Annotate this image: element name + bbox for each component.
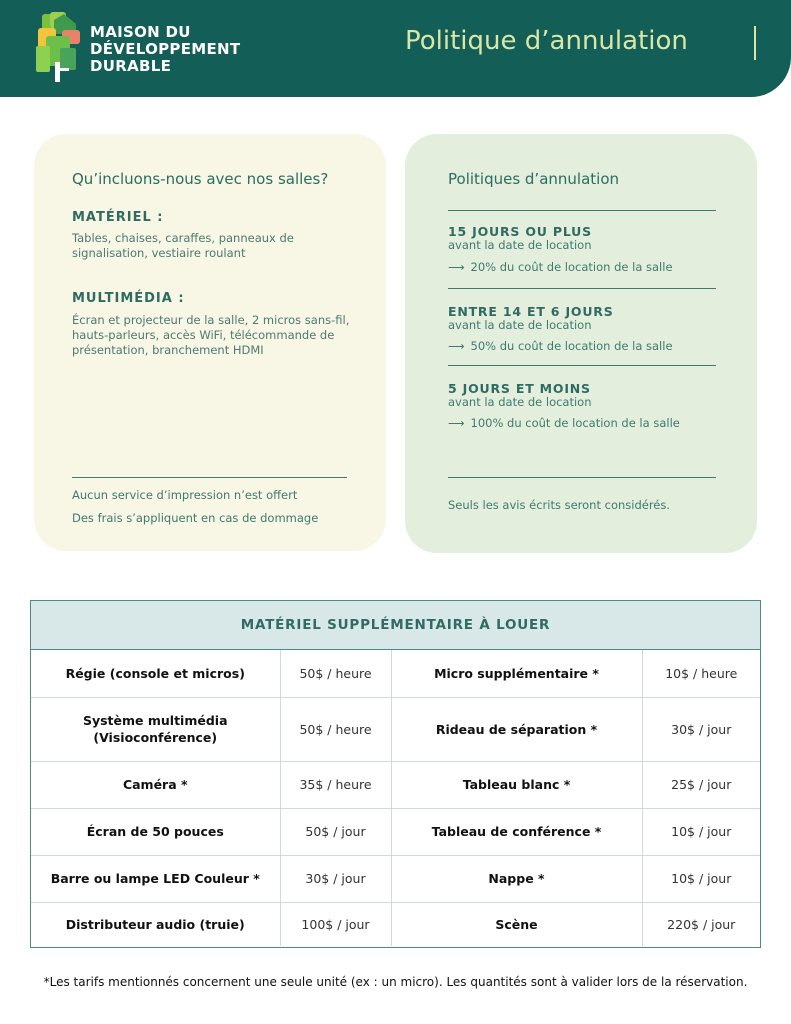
included-heading: Qu’incluons-nous avec nos salles? bbox=[72, 170, 329, 188]
multimedia-text: Écran et projecteur de la salle, 2 micros sans-fil, hauts-parleurs, accès WiFi, télécommande de présentation, branchement HDMI bbox=[72, 313, 350, 357]
arrow-right-icon: ⟶ bbox=[448, 260, 465, 274]
multimedia-label: MULTIMÉDIA : bbox=[72, 291, 185, 306]
arrow-right-icon: ⟶ bbox=[448, 416, 465, 430]
policy-title: 15 JOURS OU PLUS bbox=[448, 224, 592, 239]
page-header bbox=[0, 0, 791, 97]
logo-line-2: DÉVELOPPEMENT bbox=[90, 40, 241, 58]
table-row bbox=[31, 855, 760, 902]
item-price: 35$ / heure bbox=[280, 761, 391, 808]
note-printing: Aucun service d’impression n’est offert bbox=[72, 488, 298, 502]
item-name: Scène bbox=[391, 902, 642, 946]
item-price: 10$ / heure bbox=[642, 650, 760, 697]
item-name: Tableau blanc * bbox=[391, 761, 642, 808]
rental-grid bbox=[31, 650, 760, 946]
item-name: Barre ou lampe LED Couleur * bbox=[31, 855, 280, 902]
page-title: Politique d’annulation bbox=[405, 26, 688, 56]
item-price: 10$ / jour bbox=[642, 855, 760, 902]
logo-line-3: DURABLE bbox=[90, 57, 172, 75]
item-price: 220$ / jour bbox=[667, 916, 736, 932]
item-price: 30$ / jour bbox=[642, 697, 760, 761]
cancellation-card bbox=[405, 134, 757, 553]
policy-title: ENTRE 14 ET 6 JOURS bbox=[448, 304, 614, 319]
policy-subtitle: avant la date de location bbox=[448, 318, 592, 332]
policy-rate-text: 50% du coût de location de la salle bbox=[470, 339, 673, 353]
item-price: 25$ / jour bbox=[642, 761, 760, 808]
cancellation-heading: Politiques d’annulation bbox=[448, 170, 620, 188]
logo-line-1: MAISON DU bbox=[90, 23, 191, 41]
tree-logo-icon bbox=[36, 12, 82, 82]
item-name: Distributeur audio (truie) bbox=[31, 902, 280, 946]
item-name: Écran de 50 pouces bbox=[31, 808, 280, 855]
arrow-right-icon: ⟶ bbox=[448, 339, 465, 353]
policy-rate bbox=[448, 260, 673, 274]
pricing-footnote: *Les tarifs mentionnés concernent une seule unité (ex : un micro). Les quantités sont à valider lors de la réservation. bbox=[43, 975, 748, 989]
policy-rate bbox=[448, 416, 680, 430]
item-name: Système multimédia (Visioconférence) bbox=[31, 697, 280, 761]
item-price: 50$ / heure bbox=[280, 697, 391, 761]
item-price: 30$ / jour bbox=[280, 855, 391, 902]
item-price: 50$ / jour bbox=[280, 808, 391, 855]
divider bbox=[448, 365, 716, 366]
policy-title: 5 JOURS ET MOINS bbox=[448, 381, 591, 396]
divider bbox=[72, 477, 347, 478]
item-name: Rideau de séparation * bbox=[391, 697, 642, 761]
materiel-text: Tables, chaises, caraffes, panneaux de signalisation, vestiaire roulant bbox=[72, 231, 294, 260]
table-row bbox=[31, 808, 760, 855]
policy-rate bbox=[448, 339, 673, 353]
item-name: Micro supplémentaire * bbox=[391, 650, 642, 697]
rental-table bbox=[30, 600, 761, 948]
note-damage: Des frais s’appliquent en cas de dommage bbox=[72, 511, 319, 525]
item-name: Nappe * bbox=[391, 855, 642, 902]
policy-rate-text: 20% du coût de location de la salle bbox=[470, 260, 673, 274]
title-divider bbox=[754, 26, 756, 60]
item-name: Caméra * bbox=[31, 761, 280, 808]
divider bbox=[448, 210, 716, 211]
included-card bbox=[34, 134, 386, 551]
table-row bbox=[31, 902, 760, 946]
divider bbox=[448, 288, 716, 289]
policy-subtitle: avant la date de location bbox=[448, 395, 592, 409]
item-name: Tableau de conférence * bbox=[391, 808, 642, 855]
policy-subtitle: avant la date de location bbox=[448, 238, 592, 252]
written-notice-note: Seuls les avis écrits seront considérés. bbox=[448, 498, 671, 512]
item-name: Régie (console et micros) bbox=[31, 650, 280, 697]
table-row bbox=[31, 650, 760, 697]
policy-rate-text: 100% du coût de location de la salle bbox=[470, 416, 680, 430]
rental-table-title: MATÉRIEL SUPPLÉMENTAIRE À LOUER bbox=[31, 601, 760, 650]
item-price: 50$ / heure bbox=[280, 650, 391, 697]
item-price: 100$ / jour bbox=[280, 902, 391, 946]
table-row bbox=[31, 697, 760, 761]
divider bbox=[448, 477, 716, 478]
organization-name bbox=[90, 24, 240, 75]
table-row bbox=[31, 761, 760, 808]
item-price: 10$ / jour bbox=[642, 808, 760, 855]
materiel-label: MATÉRIEL : bbox=[72, 210, 164, 225]
